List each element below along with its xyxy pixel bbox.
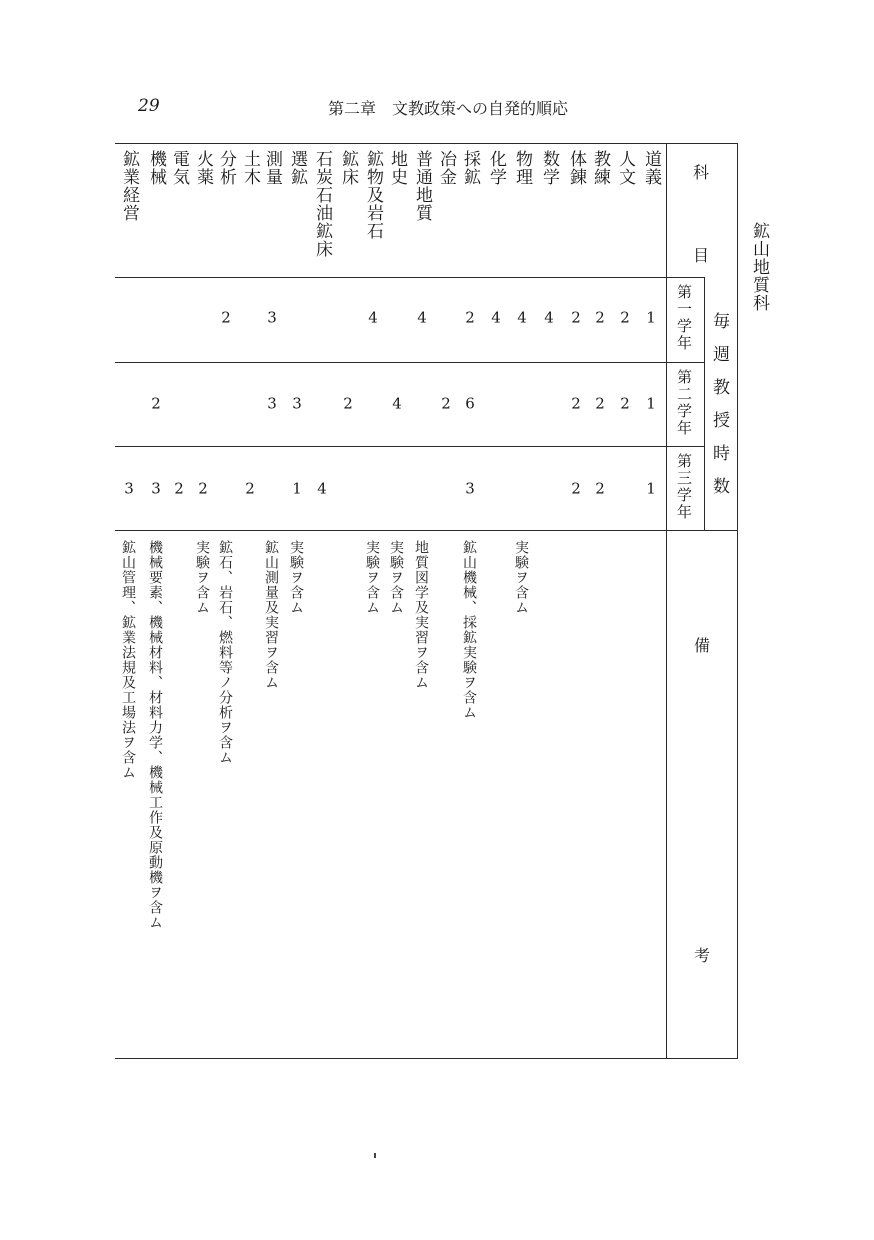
subject-name: 普通地質 bbox=[412, 150, 432, 222]
remark-text: 実験ヲ含ム bbox=[194, 540, 210, 615]
subject-name: 地史 bbox=[387, 150, 407, 186]
hours-year-1: 4 bbox=[544, 308, 554, 327]
hours-year-1: 4 bbox=[417, 308, 427, 327]
hours-year-1: 2 bbox=[571, 308, 581, 327]
hours-year-3: 2 bbox=[571, 479, 581, 498]
subject-name: 道義 bbox=[641, 150, 661, 186]
subject-name: 教練 bbox=[590, 150, 610, 186]
subject-name: 鉱業経営 bbox=[119, 150, 139, 222]
subject-name: 電気 bbox=[169, 150, 189, 186]
hours-year-2: 4 bbox=[392, 394, 402, 413]
hours-year-3: 1 bbox=[292, 479, 302, 498]
remark-text: 機械要素、機械材料、材料力学、機械工作及原動機ヲ含ム bbox=[147, 540, 163, 930]
subject-name: 選鉱 bbox=[287, 150, 307, 186]
hours-year-2: 2 bbox=[343, 394, 353, 413]
remark-text: 実験ヲ含ム bbox=[388, 540, 404, 615]
hours-year-2: 3 bbox=[267, 394, 277, 413]
remarks-header-top: 備 bbox=[694, 636, 711, 655]
remark-text: 鉱山管理、鉱業法規及工場法ヲ含ム bbox=[120, 540, 136, 780]
hours-year-1: 2 bbox=[595, 308, 605, 327]
remark-text: 実験ヲ含ム bbox=[513, 540, 529, 615]
hours-year-1: 4 bbox=[368, 308, 378, 327]
remark-text: 鉱山測量及実習ヲ含ム bbox=[263, 540, 279, 690]
subject-name: 採鉱 bbox=[460, 150, 480, 186]
hours-year-1: 4 bbox=[517, 308, 527, 327]
hours-year-3: 2 bbox=[174, 479, 184, 498]
hours-year-2: 2 bbox=[620, 394, 630, 413]
remark-text: 鉱山機械、採鉱実験ヲ含ム bbox=[461, 540, 477, 720]
hours-year-2: 2 bbox=[441, 394, 451, 413]
hours-year-3: 2 bbox=[198, 479, 208, 498]
subject-name: 分析 bbox=[216, 150, 236, 186]
chapter-title: 第二章 文教政策への自発的順応 bbox=[328, 99, 569, 118]
hours-year-2: 2 bbox=[595, 394, 605, 413]
subject-name: 測量 bbox=[262, 150, 282, 186]
hours-year-3: 2 bbox=[245, 479, 255, 498]
subject-name: 体錬 bbox=[566, 150, 586, 186]
subject-name: 鉱物及岩石 bbox=[363, 150, 383, 240]
remarks-header-bottom: 考 bbox=[694, 946, 711, 965]
subject-name: 火薬 bbox=[193, 150, 213, 186]
subject-name: 物理 bbox=[512, 150, 532, 186]
remark-text: 実験ヲ含ム bbox=[288, 540, 304, 615]
subject-name: 数学 bbox=[539, 150, 559, 186]
year-1-header: 第一学年 bbox=[675, 284, 693, 352]
year-2-header: 第二学年 bbox=[675, 369, 693, 437]
hours-year-2: 2 bbox=[571, 394, 581, 413]
hours-year-3: 3 bbox=[124, 479, 134, 498]
page-number: 29 bbox=[138, 96, 160, 116]
subject-name: 人文 bbox=[615, 150, 635, 186]
scan-mark bbox=[374, 1153, 376, 1158]
hours-year-1: 2 bbox=[620, 308, 630, 327]
remark-text: 実験ヲ含ム bbox=[364, 540, 380, 615]
hours-year-3: 3 bbox=[151, 479, 161, 498]
hours-year-3: 2 bbox=[595, 479, 605, 498]
department-title: 鉱山地質科 bbox=[749, 222, 769, 312]
hours-year-3: 4 bbox=[317, 479, 327, 498]
hours-year-2: 6 bbox=[465, 394, 475, 413]
subject-name: 化学 bbox=[486, 150, 506, 186]
hours-year-2: 2 bbox=[151, 394, 161, 413]
subject-header-top: 科 bbox=[693, 163, 710, 182]
subject-name: 石炭石油鉱床 bbox=[312, 150, 332, 258]
hours-year-1: 3 bbox=[267, 308, 277, 327]
hours-year-3: 3 bbox=[465, 479, 475, 498]
weekly-hours-header: 毎週教授時数 bbox=[709, 312, 729, 510]
subject-header-bottom: 目 bbox=[693, 246, 710, 265]
hours-year-2: 1 bbox=[646, 394, 656, 413]
hours-year-1: 1 bbox=[646, 308, 656, 327]
remark-text: 地質図学及実習ヲ含ム bbox=[413, 540, 429, 690]
year-3-header: 第三学年 bbox=[675, 453, 693, 521]
hours-year-2: 3 bbox=[292, 394, 302, 413]
subject-name: 機械 bbox=[146, 150, 166, 186]
subject-name: 鉱床 bbox=[338, 150, 358, 186]
subject-name: 冶金 bbox=[436, 150, 456, 186]
hours-year-1: 2 bbox=[221, 308, 231, 327]
subject-name: 土木 bbox=[240, 150, 260, 186]
hours-year-1: 2 bbox=[465, 308, 475, 327]
hours-year-3: 1 bbox=[646, 479, 656, 498]
remark-text: 鉱石、岩石、燃料等ノ分析ヲ含ム bbox=[217, 540, 233, 765]
hours-year-1: 4 bbox=[491, 308, 501, 327]
